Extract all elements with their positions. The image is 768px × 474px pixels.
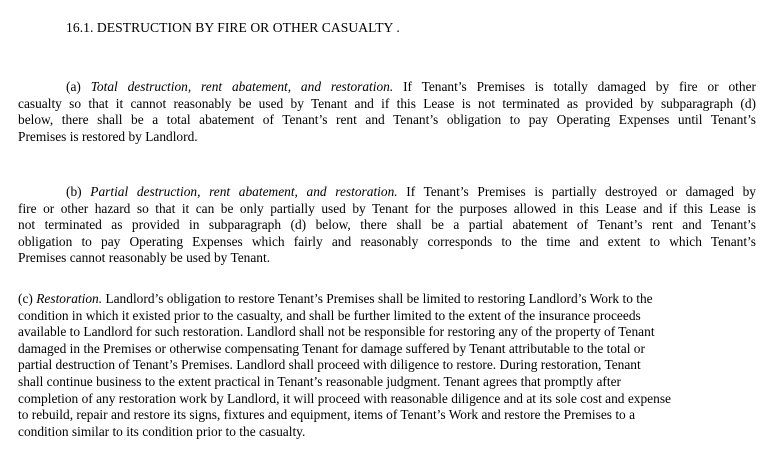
paragraph-b-label: (b) bbox=[66, 184, 82, 199]
paragraph-b-line-1 bbox=[18, 184, 756, 201]
paragraph-b-line-5: Premises cannot reasonably be used by Tenant. bbox=[18, 250, 271, 266]
paragraph-c-line-1 bbox=[18, 291, 756, 308]
paragraph-c-line-8: to rebuild, repair and restore its signs, fixtures and equipment, items of Tenant’s Work and restore the Premises to a bbox=[18, 407, 636, 423]
paragraph-c-line-5: partial destruction of Tenant’s Premises. Landlord shall proceed with diligence to restore. During restoration, Tenant bbox=[18, 357, 641, 373]
paragraph-c-line-2: condition in which it existed prior to the casualty, and shall be further limited to the extent of the insurance proceeds bbox=[18, 307, 641, 323]
paragraph-b-line-3: not terminated as provided in subparagraph (d) below, there shall be a partial abatement of Tenant’s rent and Tenant’s bbox=[18, 217, 756, 233]
paragraph-a-label: (a) bbox=[66, 79, 81, 94]
paragraph-c-title: Restoration. bbox=[36, 291, 103, 306]
paragraph-b-line-2: fire or other hazard so that it can be only partially used by Tenant for the purposes allowed in this Lease and if this Lease is bbox=[18, 200, 756, 216]
paragraph-c-line-3: available to Landlord for such restoration. Landlord shall not be responsible for restoring any of the property of Tenant bbox=[18, 324, 655, 340]
paragraph-a-line-1 bbox=[18, 79, 756, 96]
paragraph-b bbox=[18, 184, 756, 267]
section-heading: 16.1. DESTRUCTION BY FIRE OR OTHER CASUALTY . bbox=[66, 20, 400, 35]
paragraph-a bbox=[18, 79, 756, 145]
paragraph-b-text-1: If Tenant’s Premises is partially destroyed or damaged by bbox=[406, 184, 756, 199]
paragraph-c-label: (c) bbox=[18, 291, 33, 306]
paragraph-b-line-4: obligation to pay Operating Expenses which fairly and reasonably corresponds to the time and extent to which Tenant’s bbox=[18, 233, 756, 249]
paragraph-c bbox=[18, 291, 756, 440]
paragraph-a-line-4: Premises is restored by Landlord. bbox=[18, 128, 198, 144]
paragraph-b-title: Partial destruction, rent abatement, and restoration. bbox=[90, 184, 398, 199]
paragraph-a-line-3: below, there shall be a total abatement of Tenant’s rent and Tenant’s obligation to pay Operating Expenses until Tenant’s bbox=[18, 112, 756, 128]
paragraph-c-text-1: Landlord’s obligation to restore Tenant’s Premises shall be limited to restoring Landlord’s Work to the bbox=[105, 291, 653, 306]
paragraph-a-text-1: If Tenant’s Premises is totally damaged by fire or other bbox=[403, 79, 756, 94]
paragraph-c-line-7: completion of any restoration work by Landlord, it will proceed with reasonable diligence and at its sole cost and expense bbox=[18, 390, 671, 406]
paragraph-a-line-2: casualty so that it cannot reasonably be used by Tenant and if this Lease is not terminated as provided by subparagraph (d) bbox=[18, 95, 756, 111]
paragraph-c-line-6: shall continue business to the extent practical in Tenant’s reasonable judgment. Tenant agrees that promptly after bbox=[18, 373, 622, 389]
paragraph-c-line-4: damaged in the Premises or otherwise compensating Tenant for damage suffered by Tenant attributable to the total or bbox=[18, 340, 645, 356]
paragraph-a-title: Total destruction, rent abatement, and restoration. bbox=[90, 79, 394, 94]
paragraph-c-line-9: condition similar to its condition prior to the casualty. bbox=[18, 423, 306, 439]
